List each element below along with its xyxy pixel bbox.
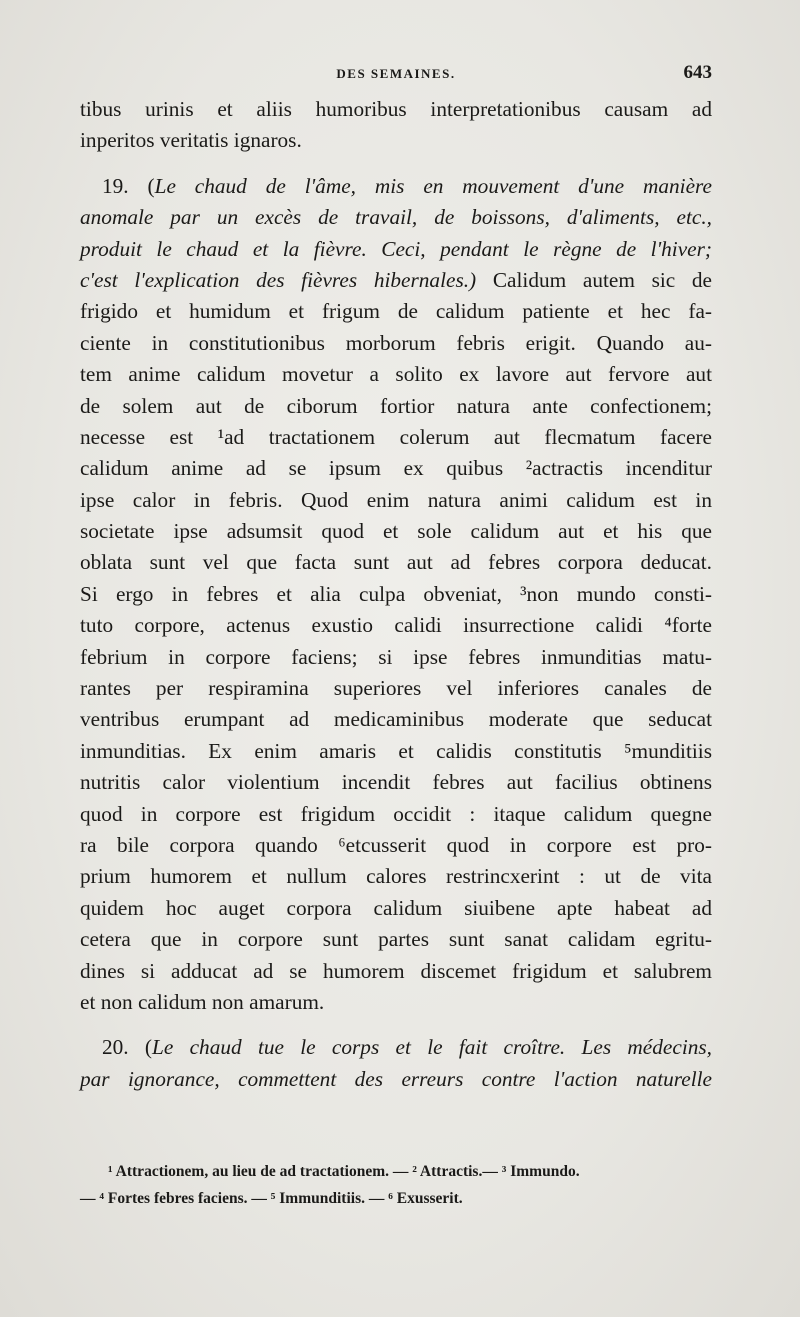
text-line: produit le chaud et la fièvre. Ceci, pendant le règne de l'hiver; — [80, 236, 712, 261]
text-line — [80, 265, 712, 296]
paragraph-19 — [80, 171, 712, 1019]
text-line: dines si adducat ad se humorem discemet frigidum et salubrem — [80, 958, 712, 983]
text-line: tibus urinis et aliis humoribus interpretationibus causam ad — [80, 97, 712, 121]
text-line: cetera que in corpore sunt partes sunt sanat calidam egritu- — [80, 927, 712, 952]
text-line: Si ergo in febres et alia culpa obveniat, ³non mundo consti- — [80, 581, 712, 606]
body-text — [80, 94, 712, 1095]
section-number-19: 19. ( — [102, 173, 155, 198]
text-line: calidum anime ad se ipsum ex quibus ²actractis incenditur — [80, 456, 712, 481]
running-head: DES SEMAINES. — [336, 66, 456, 81]
text-line: quod in corpore est frigidum occidit : itaque calidum quegne — [80, 801, 712, 826]
text-line: et non calidum non amarum. — [80, 989, 325, 1014]
footnote-line: — ⁴ Fortes febres faciens. — ⁵ Immunditiis. — ⁶ Exusserit. — [80, 1190, 463, 1207]
latin-text-start: Calidum autem sic de — [492, 267, 713, 292]
text-line: par ignorance, commettent des erreurs contre l'action naturelle — [80, 1066, 712, 1091]
text-line: oblata sunt vel que facta sunt aut ad febres corpora deducat. — [80, 550, 712, 575]
text-line: inmunditias. Ex enim amaris et calidis constitutis ⁵munditiis — [80, 738, 712, 763]
paragraph-gap — [80, 157, 712, 171]
text-line: nutritis calor violentium incendit febres aut facilius obtinens — [80, 770, 712, 795]
text-line — [80, 1032, 712, 1063]
text-line: tem anime calidum movetur a solito ex lavore aut fervore aut — [80, 362, 712, 387]
text-line: necesse est ¹ad tractationem colerum aut flecmatum facere — [80, 424, 712, 449]
text-line: febrium in corpore faciens; si ipse febres inmunditias matu- — [80, 644, 712, 669]
section-number-20: 20. ( — [102, 1035, 153, 1060]
text-line: de solem aut de ciborum fortior natura ante confectionem; — [80, 393, 712, 418]
footnote-line: ¹ Attractionem, au lieu de ad tractationem. — ² Attractis.— ³ Immundo. — [108, 1163, 580, 1180]
text-line: ra bile corpora quando ⁶etcusserit quod in corpore est pro- — [80, 832, 712, 857]
text-line: societate ipse adsumsit quod et sole calidum aut et his que — [80, 519, 712, 544]
text-line — [80, 171, 712, 202]
footnotes — [80, 1158, 712, 1212]
text-line: prium humorem et nullum calores restrincxerint : ut de vita — [80, 864, 712, 889]
text-line: rantes per respiramina superiores vel inferiores canales de — [80, 676, 712, 701]
text-line: ciente in constitutionibus morborum febris erigit. Quando au- — [80, 330, 712, 355]
french-summary-19-a: Le chaud de l'âme, mis en mouvement d'une manière — [154, 173, 712, 198]
french-summary-20-a: Le chaud tue le corps et le fait croître. Les médecins, — [152, 1035, 712, 1060]
paragraph-gap — [80, 1018, 712, 1032]
page-header — [80, 62, 712, 86]
page-number: 643 — [683, 62, 712, 83]
french-summary-19-end: c'est l'explication des fièvres hibernales.) — [80, 267, 477, 292]
text-line: ventribus erumpant ad medicaminibus moderate que seducat — [80, 707, 712, 732]
text-line: ipse calor in febris. Quod enim natura animi calidum est in — [80, 487, 712, 512]
text-line: quidem hoc auget corpora calidum siuibene apte habeat ad — [80, 895, 712, 920]
paragraph-20 — [80, 1032, 712, 1095]
text-line: frigido et humidum et frigum de calidum patiente et hec fa- — [80, 299, 712, 324]
text-line: tuto corpore, actenus exustio calidi insurrectione calidi ⁴forte — [80, 613, 712, 638]
text-line: inperitos veritatis ignaros. — [80, 128, 302, 153]
text-line: anomale par un excès de travail, de boissons, d'aliments, etc., — [80, 205, 712, 230]
